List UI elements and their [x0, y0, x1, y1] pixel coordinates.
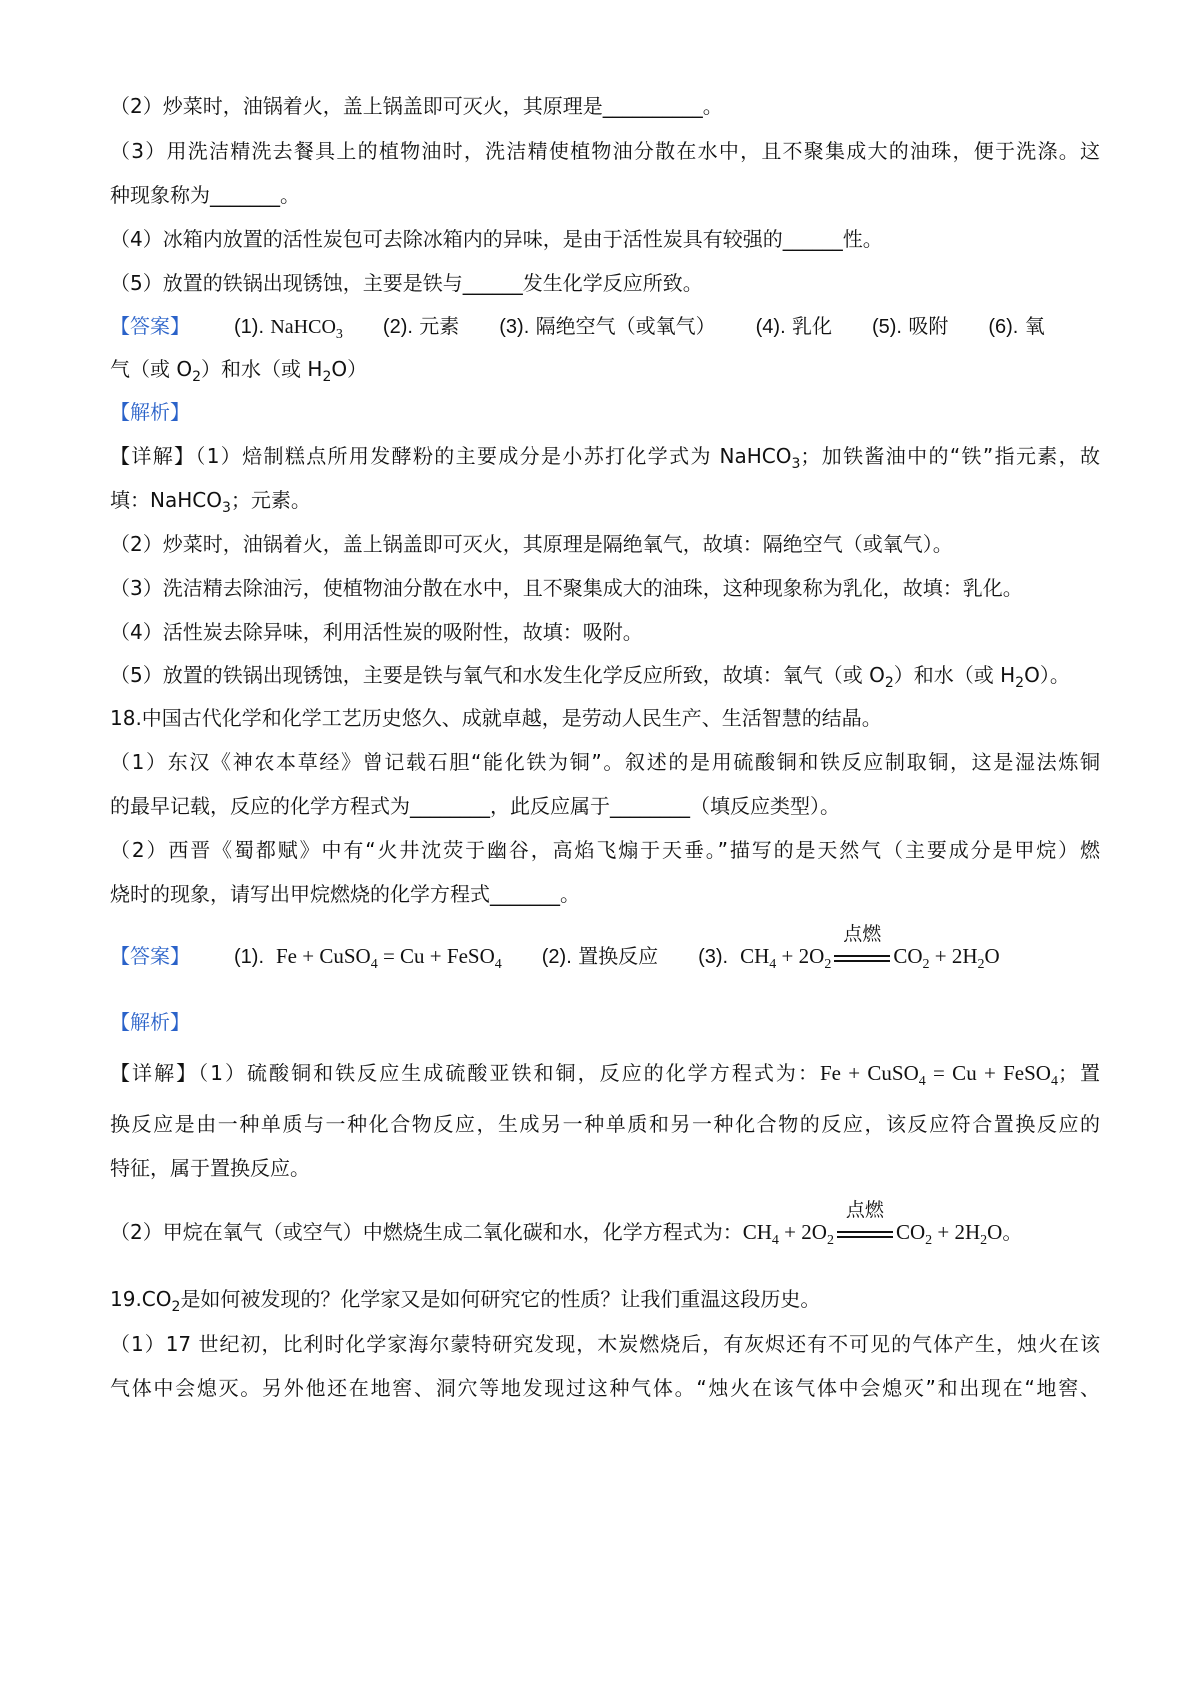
q19-part1-line2: 气体中会熄灭。另外他还在地窖、洞穴等地发现过这种气体。“烛火在该气体中会熄灭”和出现在“地窖、: [110, 1376, 1100, 1400]
q17-answer-row: 【答案】 (1). NaHCO$_3$ (2). 元素 (3). 隔绝空气（或氧气） (4). 乳化 (5). 吸附 (6). 氧: [110, 314, 1045, 342]
equation-2-inline: $CH_4 + 2O_2$ 点燃 $CO_2 + 2H_2O$: [742, 1200, 1003, 1248]
q18-part1-line1: （1）东汉《神农本草经》曾记载石胆“能化铁为铜”。叙述的是用硫酸铜和铁反应制取铜，这是湿法炼铜: [110, 750, 1100, 774]
q17-part4: （4）冰箱内放置的活性炭包可去除冰箱内的异味，是由于活性炭具有较强的______性。: [110, 227, 883, 251]
answer-4: 乳化: [791, 314, 832, 338]
equation-1-inline: Fe + CuSO$_4$ = Cu + FeSO$_4$: [819, 1061, 1058, 1089]
q17-detail-5: （5）放置的铁锅出现锈蚀，主要是铁与氧气和水发生化学反应所致，故填：氧气（或 $O_2$）和水（或 $H_2O$）。: [110, 663, 1070, 691]
answer-2: 元素: [419, 314, 460, 338]
answer-3: 隔绝空气（或氧气）: [535, 314, 716, 338]
q18-part2-line1: （2）西晋《蜀都赋》中有“火井沈荧于幽谷，高焰飞煽于天垂。”描写的是天然气（主要成分是甲烷）燃: [110, 838, 1100, 862]
q18-detail-2: （2）甲烷在氧气（或空气）中燃烧生成二氧化碳和水，化学方程式为：$CH_4 + 2O_2$ 点燃 $CO_2 + 2H_2O$。: [110, 1200, 1023, 1248]
q18-part2-line2: 烧时的现象，请写出甲烷燃烧的化学方程式_______。: [110, 882, 580, 906]
q17-part5: （5）放置的铁锅出现锈蚀，主要是铁与______发生化学反应所致。: [110, 271, 703, 295]
reaction-condition: 点燃: [837, 1220, 893, 1248]
answer-5: 吸附: [908, 314, 949, 338]
reaction-condition: 点燃: [834, 944, 890, 972]
q18-part1-line2: 的最早记载，反应的化学方程式为________，此反应属于________（填反应类型）。: [110, 794, 840, 818]
q19-title: $19.CO_2$是如何被发现的？化学家又是如何研究它的性质？让我们重温这段历史。: [110, 1287, 821, 1315]
answer-2: 置换反应: [578, 944, 659, 968]
q17-detail-1-line1: 【详解】（1）焙制糕点所用发酵粉的主要成分是小苏打化学式为 NaHCO$_3$；加铁酱油中的“铁”指元素，故: [110, 444, 1100, 472]
q17-detail-3: （3）洗洁精去除油污，使植物油分散在水中，且不聚集成大的油珠，这种现象称为乳化，故填：乳化。: [110, 576, 1023, 600]
answer-label: 【答案】: [110, 314, 190, 338]
answer-label: 【答案】: [110, 944, 190, 968]
q18-title: 18.中国古代化学和化学工艺历史悠久、成就卓越，是劳动人民生产、生活智慧的结晶。: [110, 706, 882, 730]
q19-part1-line1: （1）17 世纪初，比利时化学家海尔蒙特研究发现，木炭燃烧后，有灰烬还有不可见的气体产生，烛火在该: [110, 1332, 1100, 1356]
q17-detail-4: （4）活性炭去除异味，利用活性炭的吸附性，故填：吸附。: [110, 620, 643, 644]
q17-answer-6-cont: 气（或 $O_2$）和水（或 $H_2O$）: [110, 357, 368, 385]
answer-6-start: 氧: [1024, 314, 1045, 338]
q18-answer-row: 【答案】 (1). Fe + CuSO$_4$ = Cu + FeSO$_4$ (2). 置换反应 (3). $CH_4 + 2O_2$ 点燃 $CO_2 + 2H_2O$: [110, 924, 1000, 972]
equation-1: Fe + CuSO$_4$ = Cu + FeSO$_4$: [276, 944, 502, 972]
q17-detail-2: （2）炒菜时，油锅着火，盖上锅盖即可灭火，其原理是隔绝氧气，故填：隔绝空气（或氧气）。: [110, 532, 953, 556]
q18-detail-1-line1: 【详解】（1）硫酸铜和铁反应生成硫酸亚铁和铜，反应的化学方程式为：Fe + CuSO$_4$ = Cu + FeSO$_4$；置: [110, 1061, 1101, 1089]
q17-part2: （2）炒菜时，油锅着火，盖上锅盖即可灭火，其原理是__________。: [110, 94, 723, 118]
q17-part3-line1: （3）用洗洁精洗去餐具上的植物油时，洗洁精使植物油分散在水中，且不聚集成大的油珠，便于洗涤。这: [110, 139, 1100, 163]
q18-detail-1-line2: 换反应是由一种单质与一种化合物反应，生成另一种单质和另一种化合物的反应，该反应符合置换反应的: [110, 1112, 1100, 1136]
q17-detail-1-line2: 填：NaHCO$_3$；元素。: [110, 488, 311, 516]
q17-part3-line2: 种现象称为_______。: [110, 183, 300, 207]
analysis-label: 【解析】: [110, 1010, 190, 1034]
analysis-label: 【解析】: [110, 400, 190, 424]
answer-1: NaHCO$_3$: [270, 316, 343, 342]
q18-detail-1-line3: 特征，属于置换反应。: [110, 1156, 310, 1180]
equation-2: $CH_4 + 2O_2$ 点燃 $CO_2 + 2H_2O$: [740, 924, 1000, 972]
